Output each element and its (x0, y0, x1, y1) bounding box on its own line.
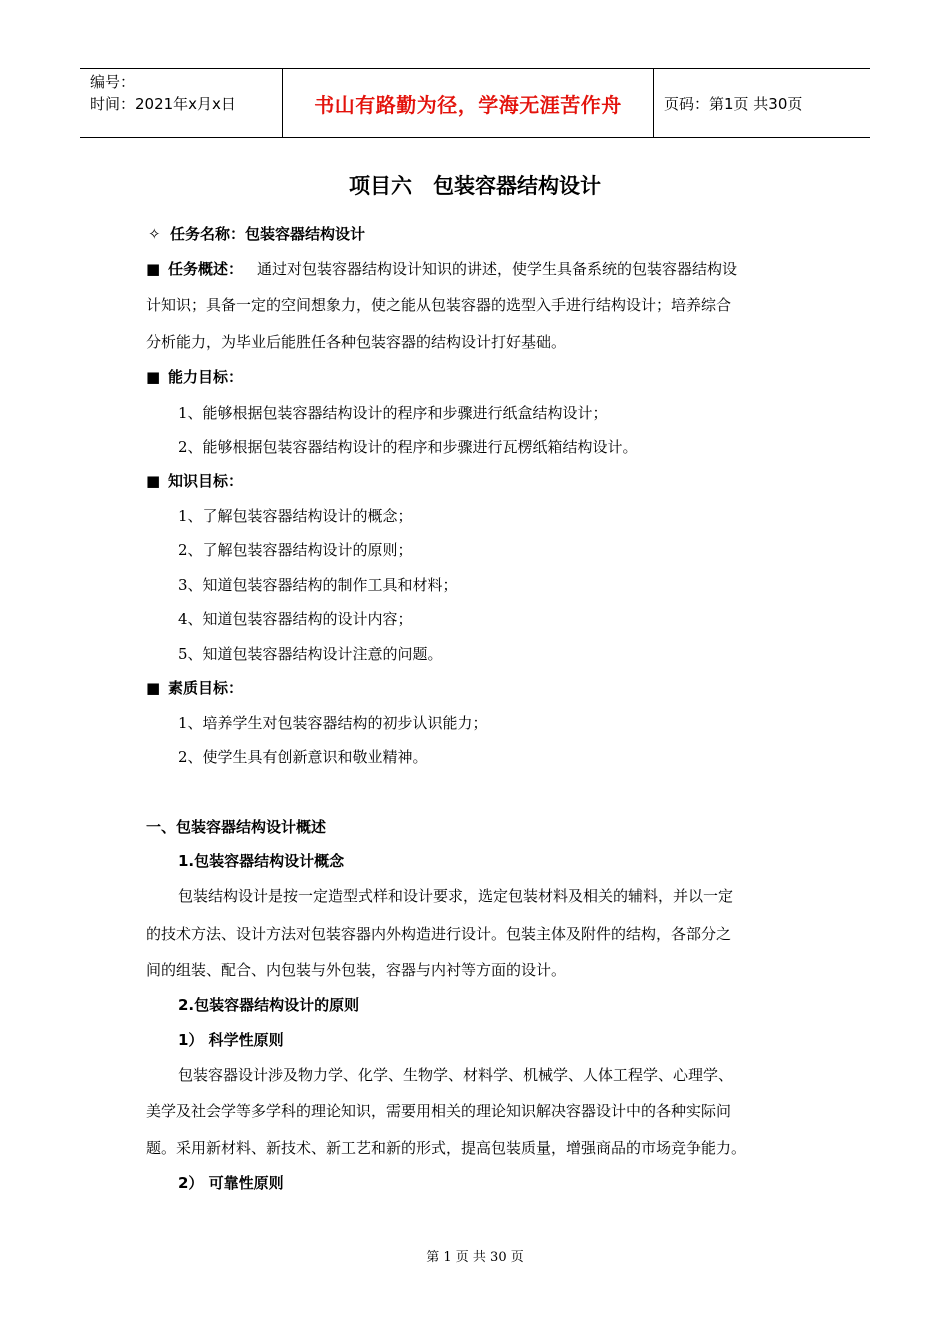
principle-heading: 2） 可靠性原则 (178, 1174, 284, 1192)
ability-item: 1、能够根据包装容器结构设计的程序和步骤进行纸盒结构设计； (178, 404, 608, 422)
section-heading: 一、包装容器结构设计概述 (146, 818, 327, 836)
paragraph-line: 的技术方法、设计方法对包装容器内外构造进行设计。包装主体及附件的结构，各部分之 (146, 925, 732, 943)
ability-heading (146, 367, 243, 387)
task-name-label: 任务名称：包装容器结构设计 (170, 225, 366, 243)
overview-text-1: 通过对包装容器结构设计知识的讲述，使学生具备系统的包装容器结构设 (257, 260, 738, 278)
task-name-line (148, 224, 365, 244)
diamond-bullet-icon: ✧ (148, 225, 161, 243)
knowledge-item: 2、了解包装容器结构设计的原则； (178, 541, 413, 559)
principle-heading: 1） 科学性原则 (178, 1031, 284, 1049)
overview-text-3: 分析能力，为毕业后能胜任各种包装容器的结构设计打好基础。 (146, 333, 567, 351)
paragraph-line: 题。采用新材料、新技术、新工艺和新的形式，提高包装质量，增强商品的市场竞争能力。 (146, 1139, 747, 1157)
time-label: 时间：2021年x月x日 (90, 95, 236, 113)
knowledge-heading (146, 471, 243, 491)
overview-line-1 (146, 259, 737, 279)
knowledge-item: 5、知道包装容器结构设计注意的问题。 (178, 645, 443, 663)
square-bullet-icon: ■ (146, 679, 161, 697)
square-bullet-icon: ■ (146, 472, 161, 490)
paragraph-line: 包装结构设计是按一定造型式样和设计要求，选定包装材料及相关的辅料，并以一定 (178, 887, 734, 905)
number-label: 编号： (90, 73, 136, 91)
header-table (80, 68, 870, 138)
document-title: 项目六 包装容器结构设计 (349, 174, 601, 198)
quality-heading (146, 678, 243, 698)
knowledge-item: 4、知道包装容器结构的设计内容； (178, 610, 413, 628)
subsection-heading: 2.包装容器结构设计的原则 (178, 996, 360, 1014)
quality-label: 素质目标： (168, 679, 244, 697)
header-left-cell (80, 69, 282, 137)
overview-text-2: 计知识；具备一定的空间想象力，使之能从包装容器的选型入手进行结构设计；培养综合 (146, 296, 732, 314)
motto: 书山有路勤为径，学海无涯苦作舟 (282, 69, 654, 137)
quality-item: 2、使学生具有创新意识和敬业精神。 (178, 748, 428, 766)
ability-item: 2、能够根据包装容器结构设计的程序和步骤进行瓦楞纸箱结构设计。 (178, 438, 638, 456)
ability-label: 能力目标： (168, 368, 244, 386)
page-footer: 第 1 页 共 30 页 (426, 1250, 524, 1265)
paragraph-line: 美学及社会学等多学科的理论知识，需要用相关的理论知识解决容器设计中的各种实际问 (146, 1102, 732, 1120)
knowledge-label: 知识目标： (168, 472, 244, 490)
page-info: 页码：第1页 共30页 (664, 94, 803, 113)
paragraph-line: 间的组装、配合、内包装与外包装，容器与内衬等方面的设计。 (146, 961, 567, 979)
square-bullet-icon: ■ (146, 368, 161, 386)
square-bullet-icon: ■ (146, 260, 161, 278)
paragraph-line: 包装容器设计涉及物力学、化学、生物学、材料学、机械学、人体工程学、心理学、 (178, 1066, 734, 1084)
knowledge-item: 3、知道包装容器结构的制作工具和材料； (178, 576, 458, 594)
subsection-heading: 1.包装容器结构设计概念 (178, 852, 345, 870)
quality-item: 1、培养学生对包装容器结构的初步认识能力； (178, 714, 488, 732)
overview-label: 任务概述： (168, 260, 244, 278)
knowledge-item: 1、了解包装容器结构设计的概念； (178, 507, 413, 525)
